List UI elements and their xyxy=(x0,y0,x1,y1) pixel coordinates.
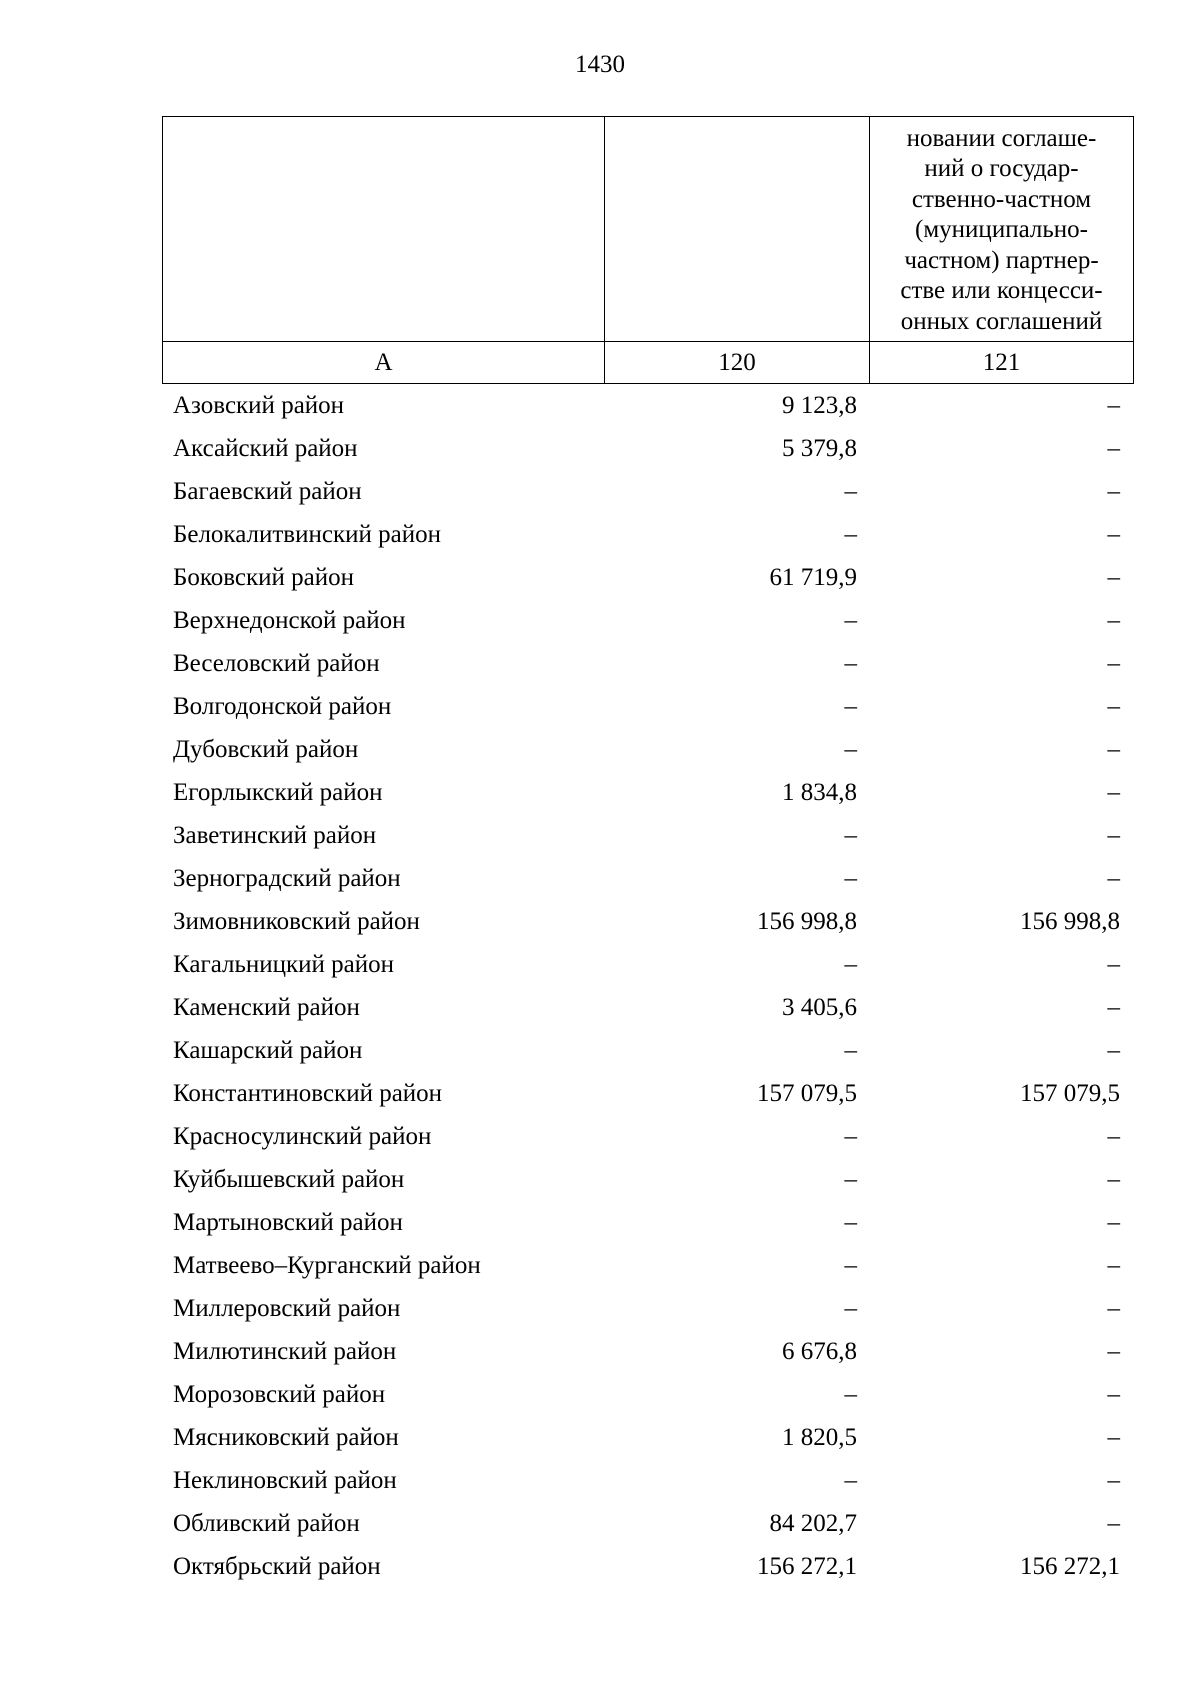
header-line: (муниципально- xyxy=(915,216,1088,243)
table-row xyxy=(162,642,1130,685)
district-name: Веселовский район xyxy=(173,650,380,677)
table-row xyxy=(162,1416,1130,1459)
district-name: Матвеево–Курганский район xyxy=(173,1252,481,1279)
value-121: – xyxy=(1107,1037,1120,1064)
value-120: – xyxy=(844,1037,857,1064)
value-120: – xyxy=(844,478,857,505)
value-120: 156 998,8 xyxy=(757,908,857,935)
header-cell-120 xyxy=(605,117,870,342)
value-121: 157 079,5 xyxy=(1020,1080,1120,1107)
table-row xyxy=(162,1072,1130,1115)
value-120: – xyxy=(844,736,857,763)
table-row xyxy=(162,1287,1130,1330)
table-row xyxy=(162,513,1130,556)
district-name: Неклиновский район xyxy=(173,1467,397,1494)
table-row xyxy=(162,1502,1130,1545)
value-120: – xyxy=(844,822,857,849)
table-row xyxy=(162,1545,1130,1588)
table-row xyxy=(162,1201,1130,1244)
district-name: Константиновский район xyxy=(173,1080,443,1107)
value-120: 9 123,8 xyxy=(782,392,857,419)
value-120: – xyxy=(844,1381,857,1408)
district-list xyxy=(162,384,1130,1588)
district-name: Кашарский район xyxy=(173,1037,363,1064)
table-row xyxy=(162,1330,1130,1373)
value-120: – xyxy=(844,1166,857,1193)
table-row xyxy=(162,1115,1130,1158)
value-121: – xyxy=(1107,693,1120,720)
table-row xyxy=(162,900,1130,943)
value-120: – xyxy=(844,693,857,720)
value-120: – xyxy=(844,1209,857,1236)
value-120: 6 676,8 xyxy=(782,1338,857,1365)
district-name: Боковский район xyxy=(173,564,354,591)
district-name: Зерноградский район xyxy=(173,865,401,892)
district-name: Миллеровский район xyxy=(173,1295,401,1322)
value-121: – xyxy=(1107,478,1120,505)
value-121: – xyxy=(1107,1295,1120,1322)
value-120: – xyxy=(844,650,857,677)
table-header xyxy=(162,116,1134,384)
column-index-a: А xyxy=(163,342,605,384)
value-121: – xyxy=(1107,392,1120,419)
value-121: – xyxy=(1107,607,1120,634)
header-line: стве или концесси- xyxy=(900,277,1103,304)
value-121: – xyxy=(1107,1252,1120,1279)
value-120: – xyxy=(844,1123,857,1150)
table-row xyxy=(162,1029,1130,1072)
value-120: – xyxy=(844,951,857,978)
district-name: Багаевский район xyxy=(173,478,362,505)
value-120: 1 834,8 xyxy=(782,779,857,806)
district-name: Верхнедонской район xyxy=(173,607,406,634)
district-name: Красносулинский район xyxy=(173,1123,432,1150)
value-121: – xyxy=(1107,951,1120,978)
table-row xyxy=(162,599,1130,642)
value-121: – xyxy=(1107,650,1120,677)
value-120: – xyxy=(844,1295,857,1322)
table-row xyxy=(162,857,1130,900)
district-name: Дубовский район xyxy=(173,736,359,763)
table-row xyxy=(162,685,1130,728)
value-120: 156 272,1 xyxy=(757,1553,857,1580)
header-line: ний о государ- xyxy=(924,155,1079,182)
district-name: Морозовский район xyxy=(173,1381,386,1408)
district-name: Белокалитвинский район xyxy=(173,521,441,548)
table-row xyxy=(162,1459,1130,1502)
value-121: 156 272,1 xyxy=(1020,1553,1120,1580)
table-row xyxy=(162,986,1130,1029)
value-121: – xyxy=(1107,435,1120,462)
value-121: – xyxy=(1107,564,1120,591)
value-120: – xyxy=(844,1252,857,1279)
table-row xyxy=(162,1244,1130,1287)
district-name: Заветинский район xyxy=(173,822,377,849)
table-row xyxy=(162,1158,1130,1201)
district-name: Кагальницкий район xyxy=(173,951,395,978)
value-120: 1 820,5 xyxy=(782,1424,857,1451)
table-row xyxy=(162,427,1130,470)
table-row xyxy=(162,470,1130,513)
table-row xyxy=(162,814,1130,857)
district-name: Каменский район xyxy=(173,994,360,1021)
district-name: Азовский район xyxy=(173,392,345,419)
district-name: Обливский район xyxy=(173,1510,360,1537)
column-index-121: 121 xyxy=(870,342,1134,384)
value-121: – xyxy=(1107,865,1120,892)
district-name: Егорлыкский район xyxy=(173,779,383,806)
table-row xyxy=(162,556,1130,599)
value-120: 84 202,7 xyxy=(769,1510,857,1537)
district-name: Куйбышевский район xyxy=(173,1166,405,1193)
header-line: ственно-частном xyxy=(911,185,1092,213)
value-121: 156 998,8 xyxy=(1020,908,1120,935)
value-121: – xyxy=(1107,1424,1120,1451)
value-121: – xyxy=(1107,779,1120,806)
value-120: 3 405,6 xyxy=(782,994,857,1021)
value-121: – xyxy=(1107,1209,1120,1236)
value-121: – xyxy=(1107,521,1120,548)
value-120: 157 079,5 xyxy=(757,1080,857,1107)
district-name: Аксайский район xyxy=(173,435,358,462)
table-row xyxy=(162,1373,1130,1416)
value-120: 5 379,8 xyxy=(782,435,857,462)
header-line: новании соглаше- xyxy=(906,124,1097,152)
value-121: – xyxy=(1107,1166,1120,1193)
value-120: – xyxy=(844,521,857,548)
value-120: 61 719,9 xyxy=(769,564,857,591)
value-121: – xyxy=(1107,736,1120,763)
district-name: Мартыновский район xyxy=(173,1209,403,1236)
table-row xyxy=(162,771,1130,814)
value-120: – xyxy=(844,1467,857,1494)
value-121: – xyxy=(1107,1510,1120,1537)
page-number: 1430 xyxy=(575,51,625,78)
district-name: Мясниковский район xyxy=(173,1424,399,1451)
value-121: – xyxy=(1107,1381,1120,1408)
table-row xyxy=(162,943,1130,986)
value-120: – xyxy=(844,607,857,634)
header-line: частном) партнер- xyxy=(904,246,1099,274)
value-120: – xyxy=(844,865,857,892)
value-121: – xyxy=(1107,994,1120,1021)
header-cell-a xyxy=(163,117,605,342)
table-row xyxy=(162,728,1130,771)
district-name: Милютинский район xyxy=(173,1338,397,1365)
column-index-row xyxy=(163,342,1134,384)
table-row xyxy=(162,384,1130,427)
value-121: – xyxy=(1107,822,1120,849)
header-text-row xyxy=(163,117,1134,342)
header-cell-121 xyxy=(870,117,1134,342)
district-name: Октябрьский район xyxy=(173,1553,381,1580)
column-index-120: 120 xyxy=(605,342,870,384)
value-121: – xyxy=(1107,1338,1120,1365)
district-name: Зимовниковский район xyxy=(173,908,420,935)
value-121: – xyxy=(1107,1467,1120,1494)
district-name: Волгодонской район xyxy=(173,693,392,720)
value-121: – xyxy=(1107,1123,1120,1150)
header-line: онных соглашений xyxy=(900,307,1103,335)
